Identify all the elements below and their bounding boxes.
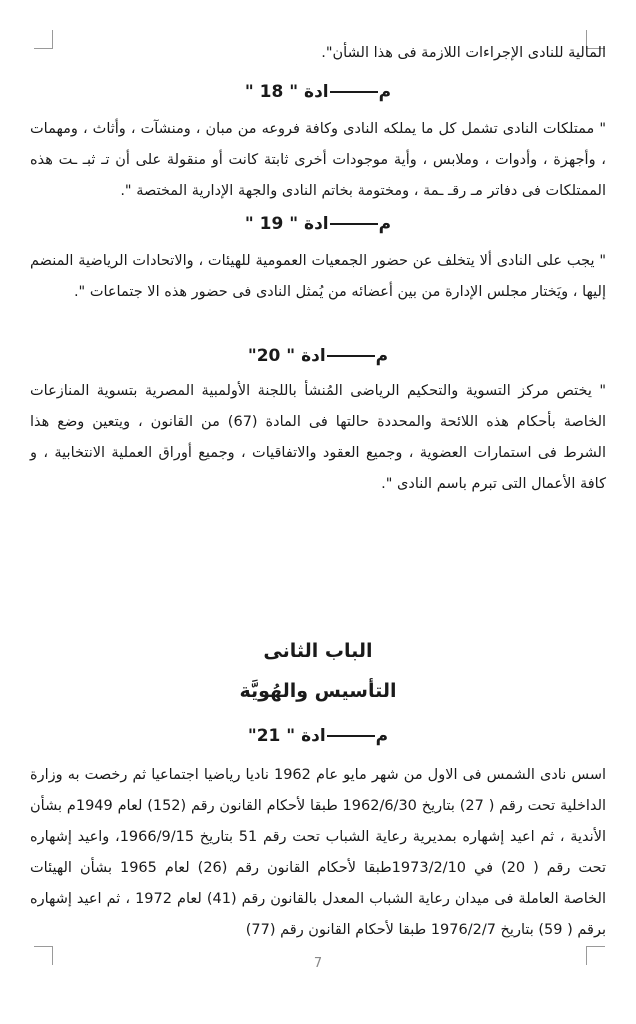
article-label-start: م (378, 214, 392, 234)
article-label-start: م (375, 346, 389, 366)
article-21-heading (0, 726, 636, 746)
article-label-end: ادة " 21" (247, 726, 326, 746)
article-label-start: م (378, 82, 392, 102)
heading-dash (330, 223, 378, 225)
article-label-start: م (375, 726, 389, 746)
page-number: 7 (313, 956, 323, 971)
chapter-subtitle: التأسيس والهُويَّة (239, 680, 397, 702)
article-label-end: ادة " 19 " (244, 214, 329, 234)
article-21-text: اسس نادى الشمس فى الاول من شهر مايو عام 1962 ناديا رياضيا اجتماعيا ثم رخصت به وزارة الداخلية تحت رقم ( 27) بتاريخ 1962/6/30 طبقا لأحكام القانون رقم (152) لعام 1949م بشأن الأندية ، ثم اعيد إشهاره بمديرية رعاية الشباب تحت رقم 51 بتاريخ 1966/9/15، واعيد إشهاره تحت رقم ( 20) في 1973/2/10طبقا لأحكام القانون رقم (26) لعام 1965 بشأن الهيئات الخاصة العاملة فى ميدان رعاية الشباب المعدل بالقانون رقم (41) لعام 1972 ، ثم اعيد إشهاره برقم ( 59) بتاريخ 1976/2/7 طبقا لأحكام القانون رقم (77) (30, 767, 607, 938)
article-label-end: ادة " 20" (247, 346, 326, 366)
intro-tail-paragraph: المالية للنادى الإجراءات اللازمة فى هذا الشأن". (321, 45, 606, 61)
article-19-text: " يجب على النادى ألا يتخلف عن حضور الجمعيات العمومية للهيئات ، والاتحادات الرياضية المنضم إليها ، ويَختار مجلس الإدارة من بين أعضائه من يُمثل النادى فى حضور هذه الا جتماعات ". (30, 253, 606, 300)
article-label-end: ادة " 18 " (244, 82, 329, 102)
heading-dash (330, 91, 378, 93)
article-19-heading (0, 214, 636, 234)
article-18-text: " ممتلكات النادى تشمل كل ما يملكه النادى وكافة فروعه من مبان ، ومنشآت ، وأثاث ، ومهمات ، وأجهزة ، وأدوات ، وملابس ، وأية موجودات أخرى ثابتة كانت أو منقولة على أن تـ ثبـ ـت هذه الممتلكات فى دفاتر مـ رقـ ـمة ، ومختومة بخاتم النادى والجهة الإدارية المختصة ". (30, 121, 606, 199)
heading-dash (327, 355, 375, 357)
heading-dash (327, 735, 375, 737)
article-20-heading (0, 346, 636, 366)
article-18-heading (0, 82, 636, 102)
chapter-title: الباب الثانى (263, 640, 373, 662)
article-20-text: " يختص مركز التسوية والتحكيم الرياضى المُنشأ باللجنة الأولمبية المصرية بتسوية المنازعات الخاصة بأحكام هذه اللائحة والمحددة حالتها فى المادة (67) من القانون ، ويتعين وضع هذا الشرط فى استمارات العضوية ، وجميع العقود والاتفاقيات ، وجميع أوراق العملية الانتخابية ، و كافة الأعمال التى تبرم باسم النادى ". (30, 383, 607, 492)
